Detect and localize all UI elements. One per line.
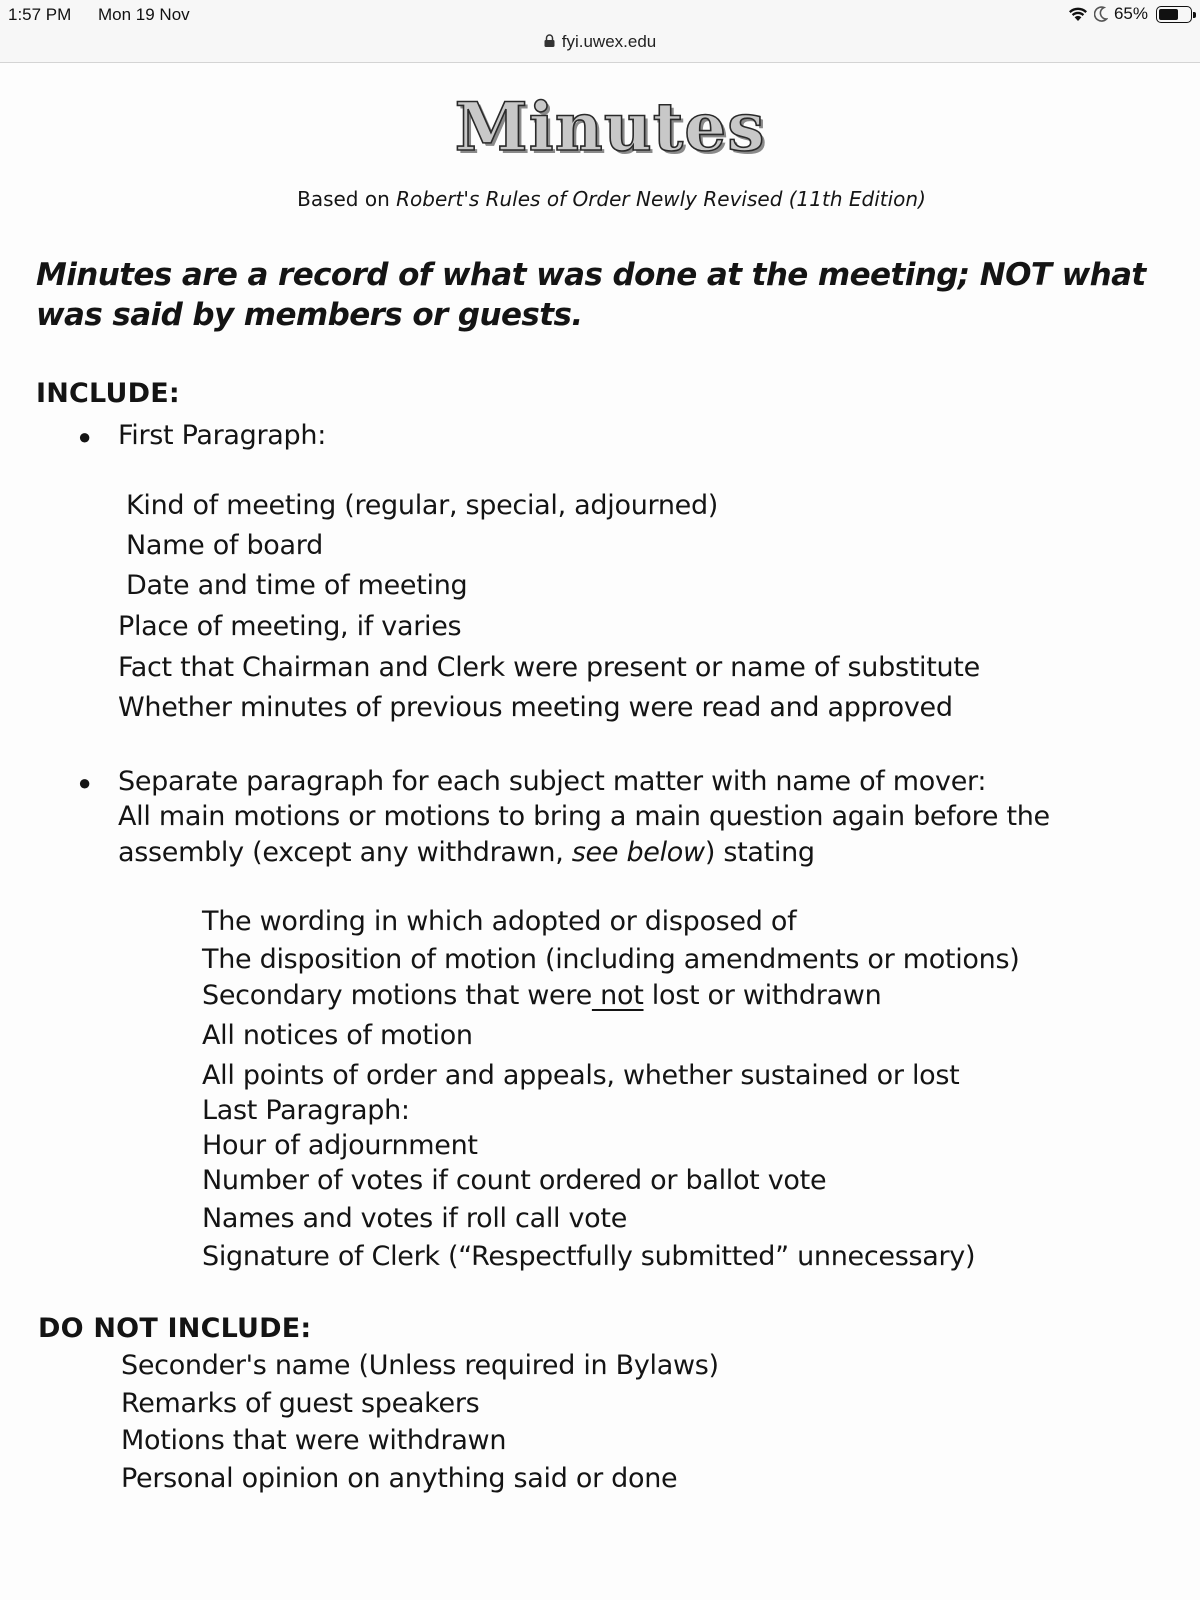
subject-paragraph-line-2: All main motions or motions to bring a main question again before the (118, 801, 1050, 832)
exclude-item: Motions that were withdrawn (121, 1425, 507, 1456)
bullet-icon: ● (78, 770, 92, 795)
exclude-item: Seconder's name (Unless required in Bylaws) (121, 1350, 719, 1381)
intro-line-1: Minutes are a record of what was done at the meeting; NOT what (36, 257, 1146, 293)
subject-item: Hour of adjournment (202, 1130, 478, 1161)
url-domain: fyi.uwex.edu (561, 32, 657, 51)
subject-line-3-end: ) stating (704, 837, 815, 868)
document-subtitle (0, 187, 1200, 211)
first-item: Fact that Chairman and Clerk were present or name of substitute (118, 652, 980, 683)
subject-paragraph-bullet: Separate paragraph for each subject matter with name of mover: (118, 766, 987, 797)
moon-icon (1094, 6, 1108, 22)
status-indicators (1068, 4, 1192, 24)
subject-item: Number of votes if count ordered or ballot vote (202, 1165, 827, 1196)
secondary-not: not (591, 980, 644, 1011)
subject-item: The disposition of motion (including amendments or motions) (202, 944, 1020, 975)
subject-item: Names and votes if roll call vote (202, 1203, 628, 1234)
wifi-icon (1068, 6, 1088, 22)
exclude-item: Personal opinion on anything said or done (121, 1463, 678, 1494)
secondary-suffix: lost or withdrawn (643, 980, 882, 1011)
document-page (0, 63, 1200, 1600)
see-below-text: see below (571, 837, 705, 868)
subject-item: All points of order and appeals, whether sustained or lost (202, 1060, 960, 1091)
first-item: Kind of meeting (regular, special, adjourned) (126, 490, 719, 521)
subject-paragraph-line-3 (118, 837, 815, 868)
intro-line-2: was said by members or guests. (36, 297, 583, 333)
status-date: Mon 19 Nov (98, 5, 190, 24)
url-display[interactable] (544, 30, 657, 54)
first-paragraph-bullet: First Paragraph: (118, 420, 326, 451)
subtitle-prefix: Based on (297, 187, 390, 211)
document-title (0, 88, 1200, 166)
last-paragraph-label: Last Paragraph: (202, 1095, 410, 1126)
include-heading: INCLUDE: (36, 378, 180, 409)
subject-item: All notices of motion (202, 1020, 473, 1051)
first-item: Date and time of meeting (126, 570, 468, 601)
subject-item: Signature of Clerk (“Respectfully submitted” unnecessary) (202, 1241, 976, 1272)
subject-item: The wording in which adopted or disposed of (202, 906, 797, 937)
subject-line-3-start: assembly (except any withdrawn, (118, 837, 572, 868)
status-bar (0, 0, 1200, 30)
status-time: 1:57 PM (8, 5, 72, 24)
document-title-text: Minutes (454, 88, 766, 166)
secondary-prefix: Secondary motions that were (202, 980, 592, 1011)
first-item: Place of meeting, if varies (118, 611, 462, 642)
battery-percent: 65% (1113, 4, 1148, 23)
first-item: Name of board (126, 530, 323, 561)
battery-level (1159, 9, 1178, 20)
exclude-item: Remarks of guest speakers (121, 1388, 480, 1419)
do-not-include-heading: DO NOT INCLUDE: (38, 1313, 312, 1344)
subtitle-source: Robert's Rules of Order Newly Revised (11th Edition) (396, 187, 926, 211)
lock-icon (544, 30, 555, 54)
first-item: Whether minutes of previous meeting were read and approved (118, 692, 953, 723)
address-bar[interactable] (0, 30, 1200, 63)
battery-nub (1193, 12, 1196, 18)
subject-item-secondary-motions (202, 980, 881, 1011)
bullet-icon: ● (78, 424, 92, 449)
battery-icon (1156, 6, 1192, 23)
